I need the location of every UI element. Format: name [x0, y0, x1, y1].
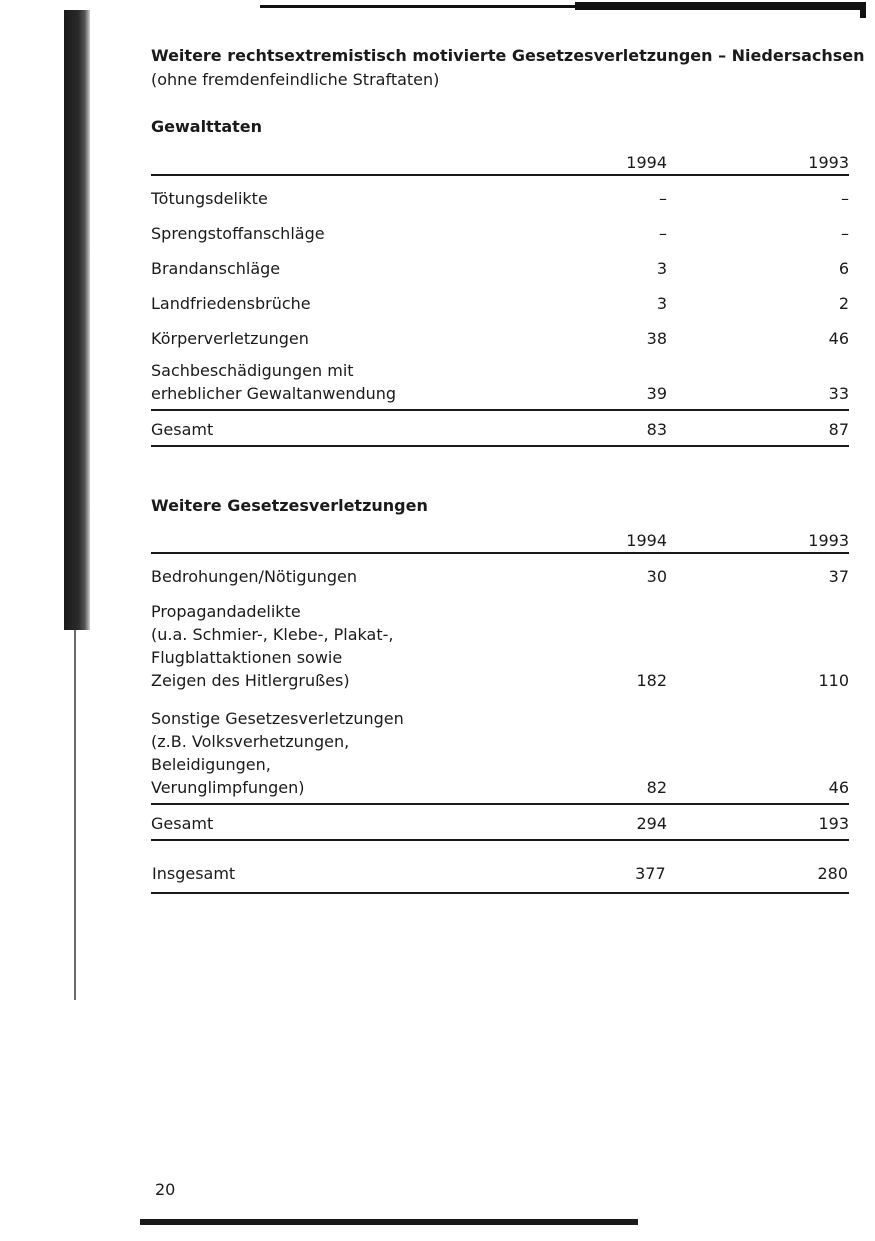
value-1993: 37	[828, 567, 849, 586]
value-1994: 39	[646, 384, 667, 403]
value-1993: 46	[828, 329, 849, 348]
value-1994: 82	[646, 778, 667, 797]
row-label-line: Sachbeschädigungen mit	[151, 361, 354, 380]
row-label-line: Beleidigungen,	[151, 755, 271, 774]
table-row	[151, 175, 849, 211]
row-label-line: Propagandadelikte	[151, 602, 301, 621]
table-row	[151, 316, 849, 351]
row-label-line: Körperverletzungen	[151, 329, 309, 348]
table-row	[151, 589, 849, 696]
row-label-line: erheblicher Gewaltanwendung	[151, 384, 397, 403]
grand-total-1993: 280	[817, 863, 848, 883]
row-label-line: Sprengstoffanschläge	[151, 224, 325, 243]
total-label: Gesamt	[151, 814, 214, 833]
row-label	[151, 211, 573, 246]
grand-total-label: Insgesamt	[152, 863, 236, 883]
row-label-line: Tötungsdelikte	[151, 189, 268, 208]
value-1994: –	[659, 224, 667, 243]
row-label-line: Landfriedensbrüche	[151, 294, 311, 313]
row-label	[151, 175, 573, 211]
section-heading-weitere: Weitere Gesetzesverletzungen	[151, 496, 428, 515]
table-row	[151, 246, 849, 281]
row-label	[151, 281, 573, 316]
total-row	[151, 804, 849, 840]
insgesamt-table	[151, 858, 849, 894]
total-1994: 294	[636, 814, 667, 833]
row-label	[151, 316, 573, 351]
column-header-1994: 1994	[626, 153, 667, 172]
table-row	[151, 351, 849, 410]
page-number: 20	[155, 1180, 176, 1199]
weitere-table	[151, 524, 849, 841]
value-1993: 46	[828, 778, 849, 797]
value-1993: 33	[828, 384, 849, 403]
total-1994: 83	[646, 420, 667, 439]
row-label-line: Zeigen des Hitlergrußes)	[151, 671, 350, 690]
row-label	[151, 553, 573, 589]
total-label: Gesamt	[151, 420, 214, 439]
value-1993: –	[841, 224, 849, 243]
column-header-label	[151, 146, 573, 175]
scan-binding-edge	[64, 10, 90, 630]
total-row	[151, 410, 849, 446]
table-row	[151, 281, 849, 316]
table-header-row	[151, 146, 849, 175]
row-label-line: Brandanschläge	[151, 259, 281, 278]
column-header-1993: 1993	[808, 153, 849, 172]
page-subtitle: (ohne fremdenfeindliche Straftaten)	[151, 70, 440, 89]
total-1993: 193	[818, 814, 849, 833]
column-header-1994: 1994	[626, 531, 667, 550]
grand-total-1994: 377	[635, 863, 666, 883]
page-title: Weitere rechtsextremistisch motivierte Gesetzesverletzungen – Niedersachsen	[151, 46, 865, 65]
value-1994: 3	[656, 294, 667, 313]
scan-top-mark	[860, 2, 866, 18]
gewalttaten-table	[151, 146, 849, 447]
section-heading-gewalttaten: Gewalttaten	[151, 117, 263, 136]
value-1994: 38	[646, 329, 667, 348]
row-label	[151, 351, 573, 410]
value-1994: 30	[646, 567, 667, 586]
table-row	[151, 211, 849, 246]
total-1993: 87	[828, 420, 849, 439]
scan-binding-line	[74, 630, 76, 1000]
value-1993: 110	[818, 671, 849, 690]
row-label-line: Verunglimpfungen)	[151, 778, 305, 797]
value-1994: 3	[656, 259, 667, 278]
value-1993: 6	[838, 259, 849, 278]
value-1994: –	[659, 189, 667, 208]
row-label-line: (u.a. Schmier-, Klebe-, Plakat-,	[151, 625, 394, 644]
value-1993: 2	[838, 294, 849, 313]
table-header-row	[151, 524, 849, 553]
column-header-label	[151, 524, 573, 553]
row-label	[151, 246, 573, 281]
row-label	[151, 589, 573, 696]
table-row	[151, 696, 849, 804]
value-1994: 182	[636, 671, 667, 690]
column-header-1993: 1993	[808, 531, 849, 550]
row-label-line: Bedrohungen/Nötigungen	[151, 567, 357, 586]
row-label	[151, 696, 573, 804]
row-label-line: (z.B. Volksverhetzungen,	[151, 732, 350, 751]
grand-total-row	[151, 858, 849, 893]
value-1993: –	[841, 189, 849, 208]
table-row	[151, 553, 849, 589]
row-label-line: Flugblattaktionen sowie	[151, 648, 343, 667]
row-label-line: Sonstige Gesetzesverletzungen	[151, 709, 404, 728]
scan-bottom-rule	[140, 1219, 638, 1225]
scan-top-block	[575, 2, 860, 10]
